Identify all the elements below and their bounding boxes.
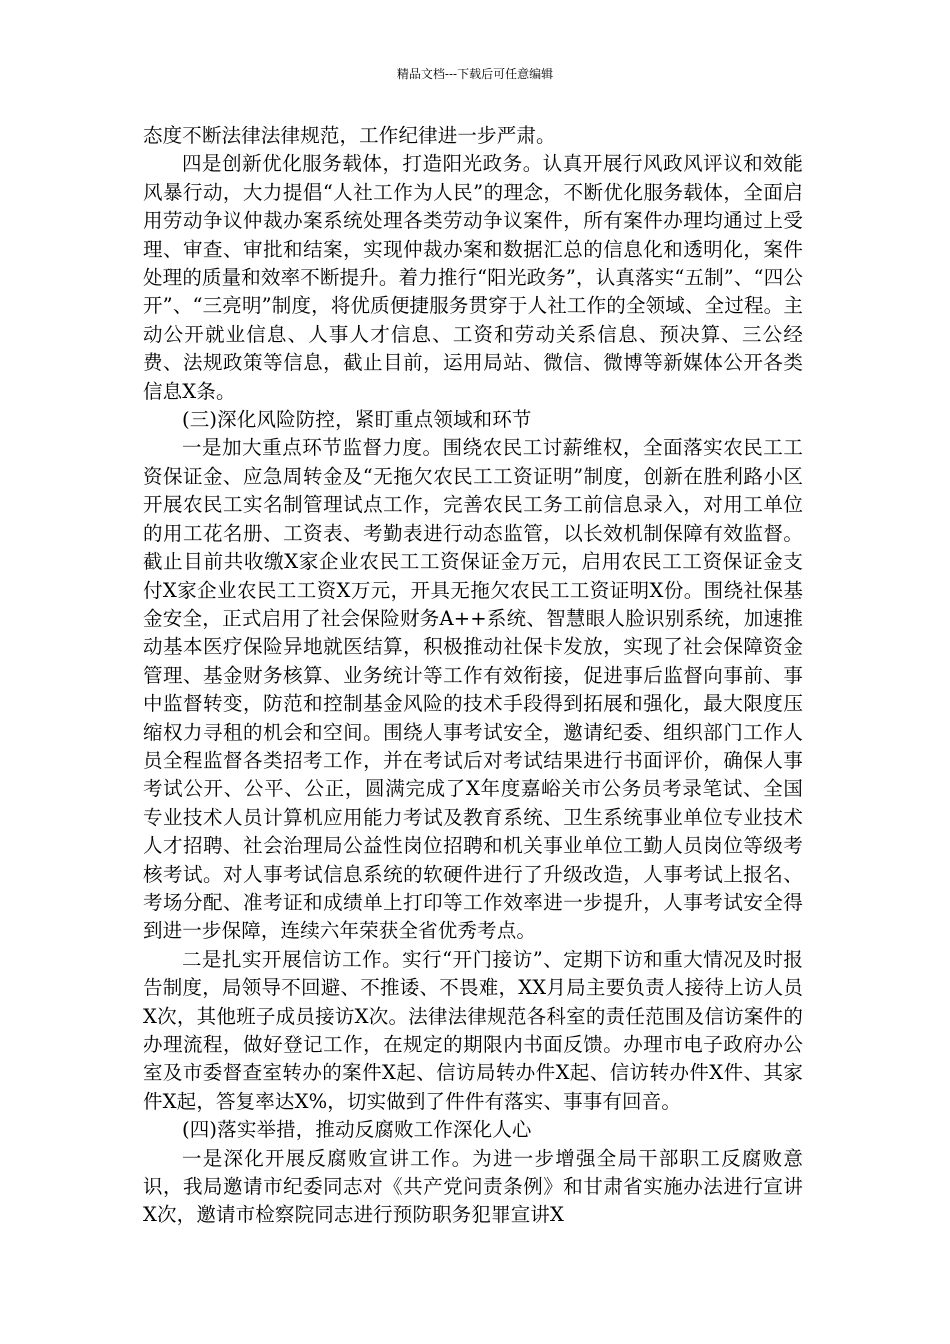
page-header: 精品文档---下载后可任意编辑	[396, 67, 554, 81]
paragraph-7: 一是深化开展反腐败宣讲工作。为进一步增强全局干部职工反腐败意识，我局邀请市纪委同志对《共产党问责条例》和甘肃省实施办法进行宣讲X次，邀请市检察院同志进行预防职务犯罪宣讲X	[143, 1146, 803, 1227]
document-body	[143, 122, 803, 1230]
paragraph-1: 态度不断法律法律规范，工作纪律进一步严肃。	[143, 124, 556, 147]
section-heading-4: (四)落实举措，推动反腐败工作深化人心	[182, 1118, 532, 1142]
paragraph-5: 二是扎实开展信访工作。实行“开门接访”、定期下访和重大情况及时报告制度，局领导不回避、不推诿、不畏难，XX月局主要负责人接待上访人员X次，其他班子成员接访X次。法律法律规范各科室的责任范围及信访案件的办理流程，做好登记工作，在规定的期限内书面反馈。办理市电子政府办公室及市委督查室转办的案件X起、信访局转办件X起、信访转办件X件、其家件X起，答复率达X%，切实做到了件件有落实、事事有回音。	[143, 947, 803, 1113]
paragraph-2: 四是创新优化服务载体，打造阳光政务。认真开展行风政风评议和效能风暴行动，大力提倡“人社工作为人民”的理念，不断优化服务载体，全面启用劳动争议仲裁办案系统处理各类劳动争议案件，所有案件办理均通过上受理、审查、审批和结案，实现仲裁办案和数据汇总的信息化和透明化，案件处理的质量和效率不断提升。着力推行“阳光政务”，认真落实“五制”、“四公开”、“三亮明”制度，将优质便捷服务贯穿于人社工作的全领域、全过程。主动公开就业信息、人事人才信息、工资和劳动关系信息、预决算、三公经费、法规政策等信息，截止目前，运用局站、微信、微博等新媒体公开各类信息X条。	[143, 152, 803, 403]
section-heading-3: (三)深化风险防控，紧盯重点领域和环节	[182, 408, 532, 432]
paragraph-4: 一是加大重点环节监督力度。围绕农民工讨薪维权，全面落实农民工工资保证金、应急周转金及“无拖欠农民工工资证明”制度，创新在胜利路小区开展农民工实名制管理试点工作，完善农民工务工前信息录入，对用工单位的用工花名册、工资表、考勤表进行动态监管，以长效机制保障有效监督。截止目前共收缴X家企业农民工工资保证金万元，启用农民工工资保证金支付X家企业农民工工资X万元，开具无拖欠农民工工资证明X份。围绕社保基金安全，正式启用了社会保险财务A++系统、智慧眼人脸识别系统，加速推动基本医疗保险异地就医结算，积极推动社保卡发放，实现了社会保障资金管理、基金财务核算、业务统计等工作有效衔接，促进事后监督向事前、事中监督转变，防范和控制基金风险的技术手段得到拓展和强化，最大限度压缩权力寻租的机会和空间。围绕人事考试安全，邀请纪委、组织部门工作人员全程监督各类招考工作，并在考试后对考试结果进行书面评价，确保人事考试公开、公平、公正，圆满完成了X年度嘉峪关市公务员考录笔试、全国专业技术人员计算机应用能力考试及教育系统、卫生系统事业单位专业技术人才招聘、社会治理局公益性岗位招聘和机关事业单位工勤人员岗位等级考核考试。对人事考试信息系统的软硬件进行了升级改造，人事考试上报名、考场分配、准考证和成绩单上打印等工作效率进一步提升，人事考试安全得到进一步保障，连续六年荣获全省优秀考点。	[143, 436, 803, 943]
